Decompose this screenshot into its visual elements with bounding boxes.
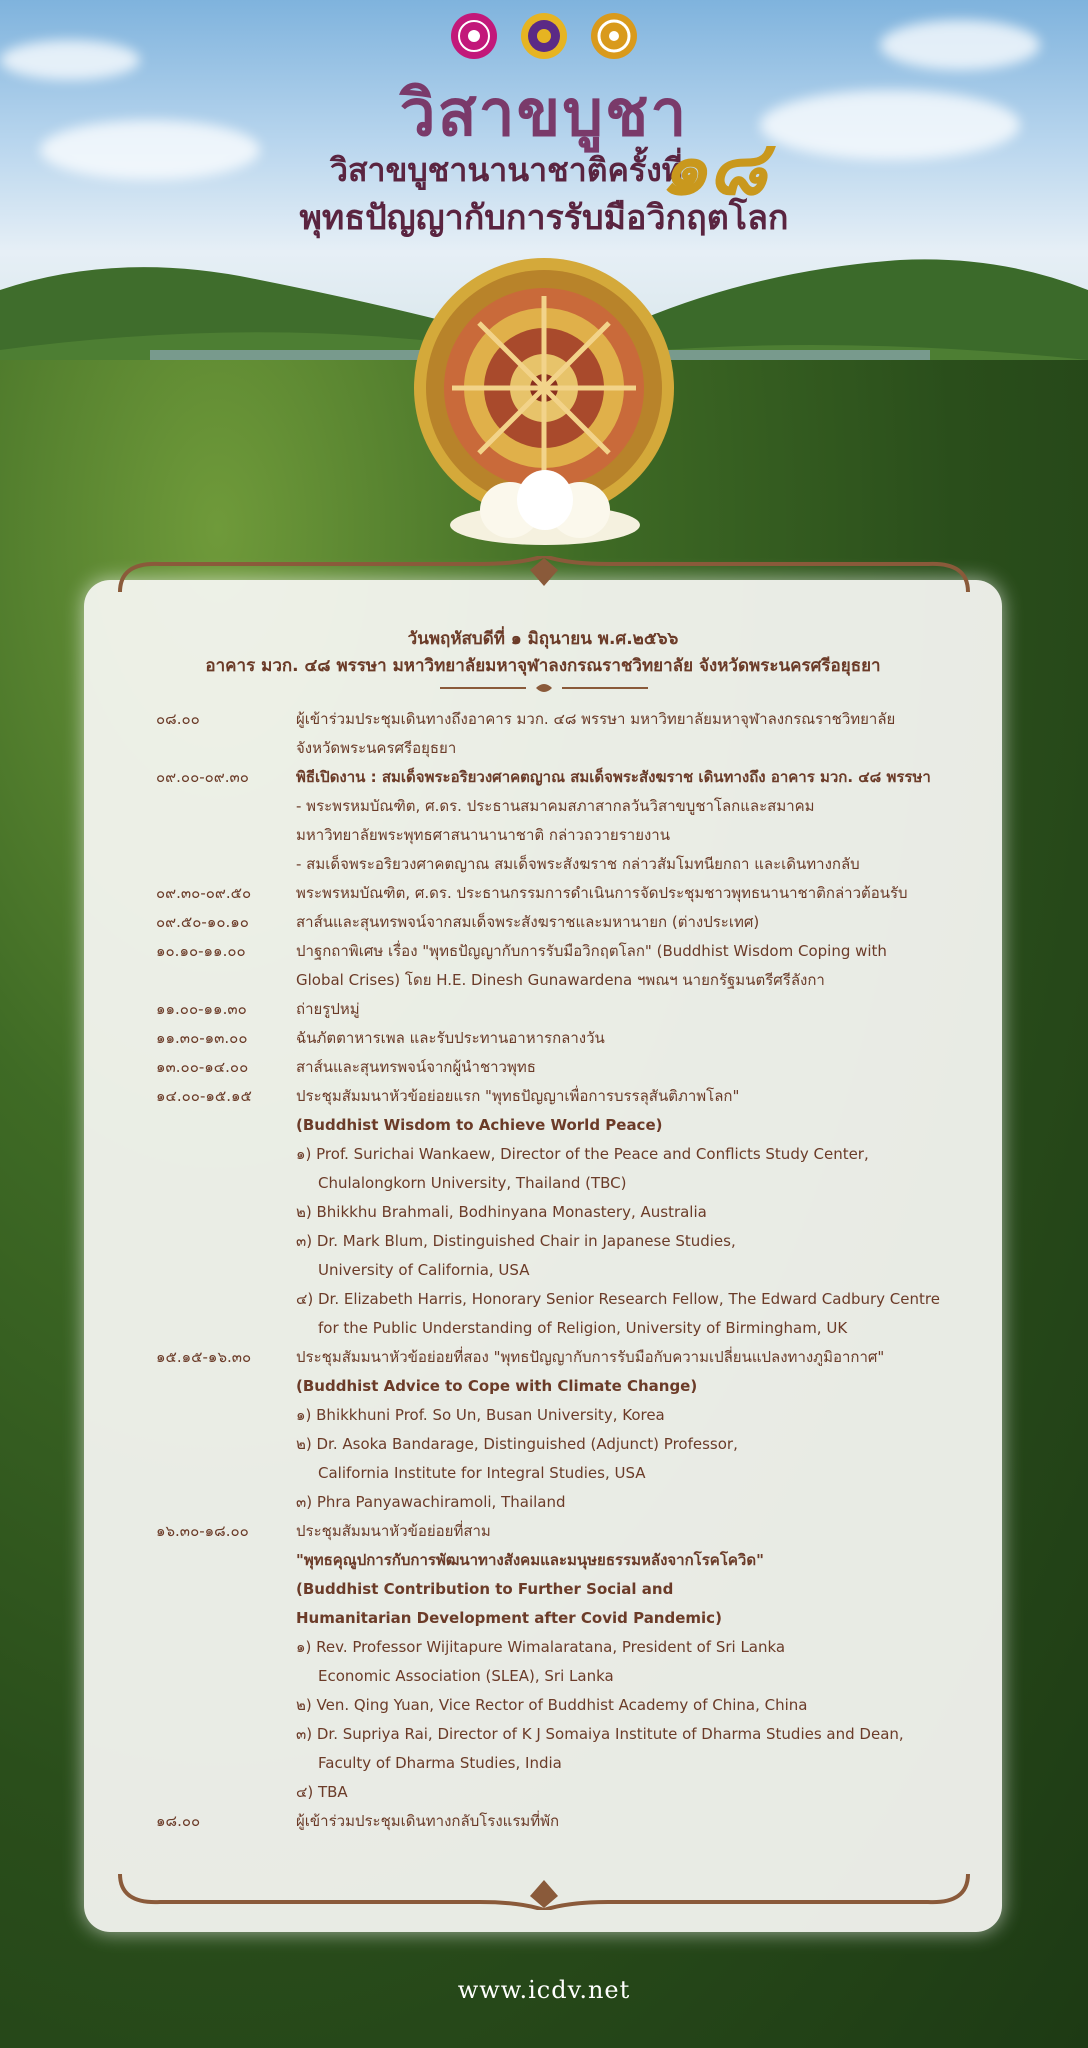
schedule-item — [156, 995, 956, 1024]
website-link[interactable]: www.icdv.net — [457, 1976, 631, 2004]
schedule-line: ๑) Prof. Surichai Wankaew, Director of the Peace and Conflicts Study Center, — [296, 1145, 869, 1163]
schedule-line: สาส์นและสุนทรพจน์จากผู้นำชาวพุทธ — [296, 1058, 536, 1076]
ornament-frame-top — [100, 556, 988, 596]
event-edition-number: ๑๘ — [660, 123, 767, 212]
schedule-item — [156, 1807, 956, 1836]
council-seal-logo — [520, 12, 568, 60]
schedule-line: ถ่ายรูปหมู่ — [296, 1000, 360, 1018]
schedule-list — [156, 705, 956, 1836]
schedule-line: ประชุมสัมมนาหัวข้อย่อยที่สอง "พุทธปัญญากับการรับมือกับความเปลี่ยนแปลงทางภูมิอากาศ" — [296, 1348, 885, 1366]
schedule-line: California Institute for Integral Studies, USA — [318, 1464, 646, 1482]
schedule-line: ๑) Bhikkhuni Prof. So Un, Busan University, Korea — [296, 1406, 665, 1424]
schedule-item — [156, 908, 956, 937]
schedule-line: ฉันภัตตาหารเพล และรับประทานอาหารกลางวัน — [296, 1029, 605, 1047]
schedule-item — [156, 763, 956, 879]
schedule-time: ๑๑.๓๐-๑๓.๐๐ — [156, 1029, 248, 1047]
schedule-time: ๑๔.๐๐-๑๕.๑๕ — [156, 1087, 252, 1105]
schedule-line: Global Crises) โดย H.E. Dinesh Gunawardena ฯพณฯ นายกรัฐมนตรีศรีลังกา — [296, 971, 825, 989]
schedule-time: ๑๓.๐๐-๑๔.๐๐ — [156, 1058, 249, 1076]
schedule-line: (Buddhist Wisdom to Achieve World Peace) — [296, 1116, 663, 1134]
schedule-item — [156, 1053, 956, 1082]
schedule-time: ๑๐.๑๐-๑๑.๐๐ — [156, 942, 246, 960]
page-title: วิสาขบูชา — [399, 76, 689, 151]
schedule-time: ๐๙.๐๐-๐๙.๓๐ — [156, 768, 249, 786]
event-date: วันพฤหัสบดีที่ ๑ มิถุนายน พ.ศ.๒๕๖๖ — [407, 629, 679, 649]
schedule-line: Humanitarian Development after Covid Pandemic) — [296, 1609, 722, 1627]
event-edition-label: วิสาขบูชานานาชาติครั้งที่ — [330, 151, 683, 189]
schedule-line: ๔) TBA — [296, 1783, 348, 1801]
schedule-line: ๑) Rev. Professor Wijitapure Wimalaratana, President of Sri Lanka — [296, 1638, 786, 1656]
schedule-item — [156, 1082, 956, 1343]
schedule-item — [156, 1343, 956, 1517]
schedule-time: ๑๘.๐๐ — [156, 1812, 201, 1830]
schedule-time: ๐๙.๓๐-๐๙.๕๐ — [156, 884, 252, 902]
schedule-time: ๐๙.๕๐-๑๐.๑๐ — [156, 913, 249, 931]
lotus-icon — [440, 470, 650, 550]
schedule-line: Faculty of Dharma Studies, India — [318, 1754, 562, 1772]
schedule-line: ปาฐกถาพิเศษ เรื่อง "พุทธปัญญากับการรับมือวิกฤตโลก" (Buddhist Wisdom Coping with — [296, 942, 887, 960]
university-seal-logo — [450, 12, 498, 60]
schedule-time: ๐๘.๐๐ — [156, 710, 200, 728]
schedule-line: ๓) Dr. Supriya Rai, Director of K J Somaiya Institute of Dharma Studies and Dean, — [296, 1725, 904, 1743]
schedule-line: สาส์นและสุนทรพจน์จากสมเด็จพระสังฆราชและมหานายก (ต่างประเทศ) — [296, 913, 760, 931]
schedule-line: ประชุมสัมมนาหัวข้อย่อยแรก "พุทธปัญญาเพื่อการบรรลุสันติภาพโลก" — [296, 1087, 740, 1105]
schedule-line: Chulalongkorn University, Thailand (TBC) — [318, 1174, 627, 1192]
schedule-line: ๒) Dr. Asoka Bandarage, Distinguished (Adjunct) Professor, — [296, 1435, 738, 1453]
schedule-line: for the Public Understanding of Religion, University of Birmingham, UK — [318, 1319, 848, 1337]
decorative-divider — [440, 680, 648, 696]
event-theme: พุทธปัญญากับการรับมือวิกฤตโลก — [299, 198, 789, 238]
schedule-line: (Buddhist Contribution to Further Social and — [296, 1580, 674, 1598]
schedule-line: Economic Association (SLEA), Sri Lanka — [318, 1667, 614, 1685]
schedule-line: ๔) Dr. Elizabeth Harris, Honorary Senior Research Fellow, The Edward Cadbury Centre — [296, 1290, 940, 1308]
schedule-line: ๓) Phra Panyawachiramoli, Thailand — [296, 1493, 566, 1511]
schedule-line: ๓) Dr. Mark Blum, Distinguished Chair in Japanese Studies, — [296, 1232, 736, 1250]
logo-row — [0, 12, 1088, 60]
schedule-time: ๑๖.๓๐-๑๘.๐๐ — [156, 1522, 249, 1540]
schedule-item — [156, 879, 956, 908]
schedule-time: ๑๑.๐๐-๑๑.๓๐ — [156, 1000, 247, 1018]
schedule-line: มหาวิทยาลัยพระพุทธศาสนานานาชาติ กล่าวถวายรายงาน — [296, 826, 670, 844]
schedule-line: "พุทธคุณูปการกับการพัฒนาทางสังคมและมนุษยธรรมหลังจากโรคโควิด" — [296, 1551, 764, 1569]
schedule-line: ประชุมสัมมนาหัวข้อย่อยที่สาม — [296, 1522, 491, 1540]
schedule-time: ๑๕.๑๕-๑๖.๓๐ — [156, 1348, 252, 1366]
schedule-line: ผู้เข้าร่วมประชุมเดินทางถึงอาคาร มวก. ๔๘ พรรษา มหาวิทยาลัยมหาจุฬาลงกรณราชวิทยาลัย — [296, 710, 896, 728]
schedule-line: University of California, USA — [318, 1261, 530, 1279]
schedule-item — [156, 937, 956, 995]
schedule-line: (Buddhist Advice to Cope with Climate Change) — [296, 1377, 698, 1395]
schedule-line: พิธีเปิดงาน : สมเด็จพระอริยวงศาคตญาณ สมเด็จพระสังฆราช เดินทางถึง อาคาร มวก. ๔๘ พรรษา — [296, 768, 931, 786]
schedule-line: ๒) Bhikkhu Brahmali, Bodhinyana Monastery, Australia — [296, 1203, 707, 1221]
event-venue: อาคาร มวก. ๔๘ พรรษา มหาวิทยาลัยมหาจุฬาลงกรณราชวิทยาลัย จังหวัดพระนครศรีอยุธยา — [205, 656, 881, 676]
schedule-item — [156, 705, 956, 763]
schedule-line: - พระพรหมบัณฑิต, ศ.ดร. ประธานสมาคมสภาสากลวันวิสาขบูชาโลกและสมาคม — [296, 797, 815, 815]
dharma-wheel-logo — [590, 12, 638, 60]
schedule-line: จังหวัดพระนครศรีอยุธยา — [296, 739, 457, 757]
schedule-line: ผู้เข้าร่วมประชุมเดินทางกลับโรงแรมที่พัก — [296, 1812, 560, 1830]
schedule-line: - สมเด็จพระอริยวงศาคตญาณ สมเด็จพระสังฆราช กล่าวสัมโมทนียกถา และเดินทางกลับ — [296, 855, 860, 873]
schedule-line: ๒) Ven. Qing Yuan, Vice Rector of Buddhist Academy of China, China — [296, 1696, 808, 1714]
schedule-line: พระพรหมบัณฑิต, ศ.ดร. ประธานกรรมการดำเนินการจัดประชุมชาวพุทธนานาชาติกล่าวต้อนรับ — [296, 884, 908, 902]
schedule-item — [156, 1517, 956, 1807]
schedule-item — [156, 1024, 956, 1053]
ornament-frame-bottom — [100, 1870, 988, 1910]
